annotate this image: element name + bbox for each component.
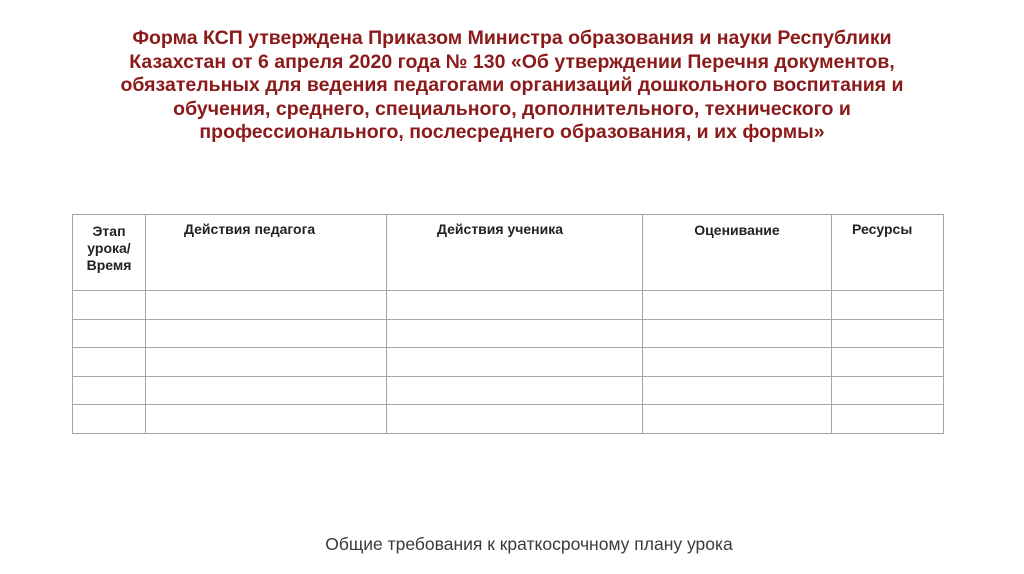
table-cell[interactable]: [146, 319, 387, 348]
table-cell[interactable]: [73, 348, 146, 377]
table-row: [73, 348, 944, 377]
table-cell[interactable]: [146, 376, 387, 405]
table-cell[interactable]: [73, 291, 146, 320]
page-title: [60, 27, 964, 145]
title-line-5: профессионального, послесреднего образования, и их формы»: [199, 121, 825, 143]
table-cell[interactable]: [832, 405, 944, 434]
header-teacher-actions: Действия педагога: [146, 215, 387, 291]
table-cell[interactable]: [643, 319, 832, 348]
table-cell[interactable]: [643, 291, 832, 320]
table-cell[interactable]: [146, 348, 387, 377]
table-cell[interactable]: [832, 291, 944, 320]
table-row: [73, 291, 944, 320]
table-row: [73, 405, 944, 434]
table-cell[interactable]: [73, 376, 146, 405]
slide-caption: Общие требования к краткосрочному плану урока: [325, 534, 733, 554]
table-cell[interactable]: [387, 319, 643, 348]
title-line-2: Казахстан от 6 апреля 2020 года № 130 «Об утверждении Перечня документов,: [129, 50, 895, 73]
header-stage-line-3: Время: [86, 257, 132, 273]
lesson-plan-table: [72, 214, 944, 434]
table-cell[interactable]: [387, 291, 643, 320]
table-header-row: [73, 215, 944, 291]
header-stage-line-1: Этап: [92, 223, 126, 239]
table-cell[interactable]: [73, 319, 146, 348]
table-cell[interactable]: [832, 319, 944, 348]
table-cell[interactable]: [832, 376, 944, 405]
table-cell[interactable]: [643, 405, 832, 434]
table-cell[interactable]: [643, 348, 832, 377]
table-cell[interactable]: [643, 376, 832, 405]
table-cell[interactable]: [387, 405, 643, 434]
table-row: [73, 319, 944, 348]
table-cell[interactable]: [146, 291, 387, 320]
table-cell[interactable]: [146, 405, 387, 434]
table-cell[interactable]: [387, 348, 643, 377]
header-resources: Ресурсы: [832, 215, 944, 291]
table-cell[interactable]: [387, 376, 643, 405]
header-stage-time: [73, 215, 146, 291]
title-line-3: обязательных для ведения педагогами организаций дошкольного воспитания и: [120, 74, 904, 96]
header-assessment: Оценивание: [643, 215, 832, 291]
title-line-4: обучения, среднего, специального, дополнительного, технического и: [173, 97, 851, 120]
header-student-actions: Действия ученика: [387, 215, 643, 291]
header-stage-line-2: урока/: [87, 240, 131, 256]
title-line-1: Форма КСП утверждена Приказом Министра образования и науки Республики: [132, 27, 892, 49]
table-cell[interactable]: [832, 348, 944, 377]
table-cell[interactable]: [73, 405, 146, 434]
table-row: [73, 376, 944, 405]
